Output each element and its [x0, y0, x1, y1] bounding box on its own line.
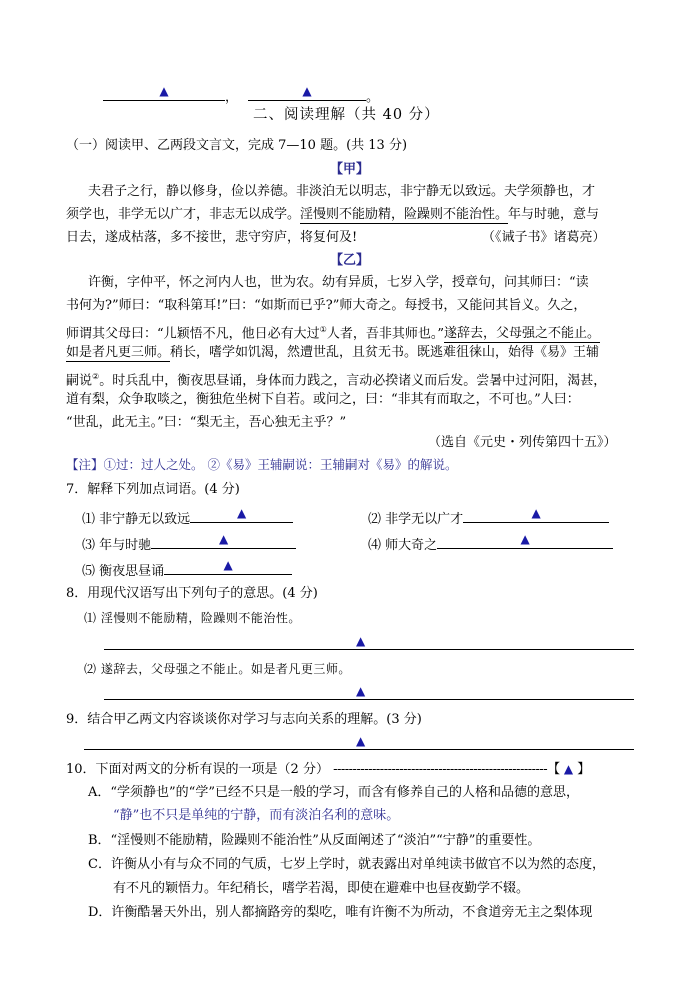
yi-line-6: 道有梨，众争取啖之，衡独危坐树下自若。或问之，曰：“非其有而取之，不可也。”人曰： — [66, 392, 580, 407]
q10-option-d-line-1: D．许衡酷暑天外出，别人都摘路旁的梨吃，唯有许衡不为所动，不食道旁无主之梨体现 — [88, 905, 593, 920]
q8-sentence-1: ⑴ 淫慢则不能励精，险躁则不能治性。 — [84, 611, 301, 625]
q10-option-a-line-1: A．“学须静也”的“学”已经不只是一般的学习，而含有修养自己的人格和品德的意思， — [88, 785, 579, 800]
answer-marker: ▲ — [356, 684, 366, 698]
yi-source: （选自《元史・列传第四十五》） — [428, 435, 617, 450]
q9-stem: 9．结合甲乙两文内容谈谈你对学习与志向关系的理解。(3 分) — [66, 712, 422, 727]
yi-underlined-sentence: 遂辞去，父母强之不能止。 — [443, 326, 600, 342]
jia-line-3: 日去，遂成枯落，多不接世，悲守穷庐，将复何及! — [66, 230, 358, 245]
q7-item-1: ⑴ 非宁静无以致远 ▲ — [82, 508, 293, 530]
yi-line-5: 嗣说②。时兵乱中，衡夜思昼诵，身体而力践之，言动必揆诸义而后发。尝暑中过河阳，渴甚， — [66, 372, 607, 389]
answer-blank[interactable]: ▲ — [248, 86, 366, 101]
answer-blank[interactable]: ▲ — [151, 534, 296, 549]
yi-line-2: 书何为?”师曰：“取科第耳!”曰：“如斯而已乎?”师大奇之。每授书，又能问其旨义。久之， — [66, 298, 587, 313]
q10-option-a-line-2: “静”也不只是单纯的宁静，而有淡泊名利的意味。 — [113, 808, 400, 823]
footnote: 【注】①过：过人之处。 ②《易》王辅嗣说：王辅嗣对《易》的解说。 — [66, 457, 458, 472]
jia-underlined-sentence: 淫慢则不能励精，险躁则不能治性。 — [300, 207, 509, 222]
section-title: 二、阅读理解（共 40 分） — [253, 107, 440, 123]
q9-answer-line[interactable] — [84, 749, 634, 750]
q7-item-4: ⑷ 师大奇之 ▲ — [368, 534, 613, 556]
answer-blank[interactable]: ▲ — [437, 534, 613, 549]
part-intro: （一）阅读甲、乙两段文言文，完成 7—10 题。(共 13 分) — [66, 138, 408, 153]
answer-marker: ▲ — [356, 634, 366, 648]
q10-option-c-line-2: 有不凡的颖悟力。年纪稍长，嗜学若渴，即使在避难中也昼夜勤学不辍。 — [113, 881, 530, 896]
jia-line-1: 夫君子之行，静以修身，俭以养德。非淡泊无以明志，非宁静无以致远。夫学须静也，才 — [88, 184, 596, 199]
jia-line-2: 须学也，非学无以广才，非志无以成学。淫慢则不能励精，险躁则不能治性。年与时驰，意与 — [66, 207, 600, 222]
passage-yi-label: 【乙】 — [330, 253, 370, 268]
answer-blank[interactable]: ▲ — [164, 560, 292, 575]
answer-marker: ▲ — [356, 734, 366, 748]
q8-sentence-2: ⑵ 遂辞去，父母强之不能止。如是者凡更三师。 — [84, 662, 351, 676]
top-fill-line: ▲ ， ▲ 。 — [103, 86, 379, 108]
q10-option-b: B．“淫慢则不能励精，险躁则不能治性”从反面阐述了“淡泊”“宁静”的重要性。 — [88, 833, 541, 848]
q8-stem: 8．用现代汉语写出下列句子的意思。(4 分) — [66, 586, 318, 601]
jia-source: （《诫子书》诸葛亮） — [482, 230, 606, 245]
q8-answer-line-2[interactable] — [104, 699, 634, 700]
answer-marker: ▲ — [563, 762, 574, 776]
q10-stem: 10．下面对两文的分析有误的一项是（2 分） -------------------------------------------------------【 ▲ 】 — [66, 762, 591, 777]
yi-line-4: 如是者凡更三师。稍长，嗜学如饥渴，然遭世乱，且贫无书。既逃难徂徕山，始得《易》王辅 — [66, 345, 600, 360]
yi-line-3: 师谓其父母曰：“儿颖悟不凡，他日必有大过①人者，吾非其师也。”遂辞去，父母强之不能止。 — [66, 325, 600, 342]
passage-jia-label: 【甲】 — [330, 162, 370, 177]
yi-line-1: 许衡，字仲平，怀之河内人也，世为农。幼有异质，七岁入学，授章句，问其师曰：“读 — [88, 275, 589, 290]
q7-stem: 7．解释下列加点词语。(4 分) — [66, 482, 240, 497]
q10-option-c-line-1: C．许衡从小有与众不同的气质，七岁上学时，就表露出对单纯读书做官不以为然的态度， — [88, 857, 605, 872]
yi-line-7: “世乱，此无主。”曰：“梨无主，吾心独无主乎？” — [66, 415, 347, 430]
q7-item-2: ⑵ 非学无以广才 ▲ — [368, 508, 609, 530]
answer-blank[interactable]: ▲ — [463, 508, 609, 523]
q8-answer-line-1[interactable] — [104, 649, 634, 650]
q7-item-3: ⑶ 年与时驰 ▲ — [82, 534, 296, 556]
answer-blank[interactable]: ▲ — [190, 508, 293, 523]
answer-blank[interactable]: ▲ — [103, 86, 225, 101]
q7-item-5: ⑸ 衡夜思昼诵 ▲ — [82, 560, 292, 582]
